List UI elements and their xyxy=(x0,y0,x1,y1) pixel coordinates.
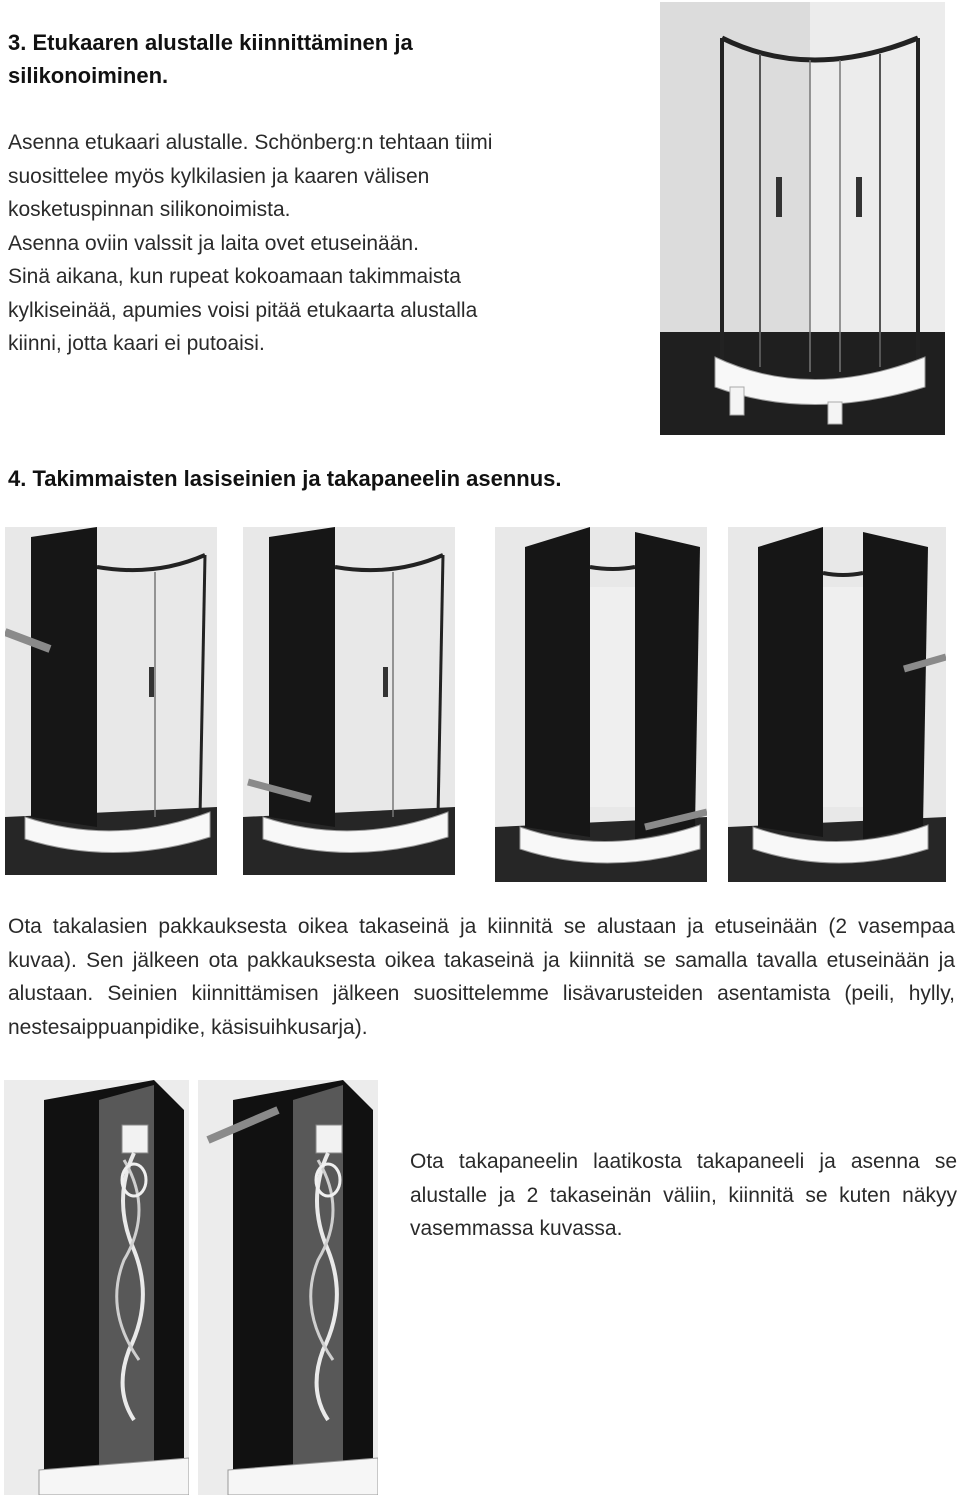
section-3-line: Asenna oviin valssit ja laita ovet etuseinään. xyxy=(8,231,419,255)
section-3-title-line-2: silikonoiminen. xyxy=(8,63,169,88)
photo-back-wall-step-1 xyxy=(5,527,217,875)
section-3-line: kiinni, jotta kaari ei putoaisi. xyxy=(8,332,265,355)
section-3-line: Asenna etukaari alustalle. Schönberg:n tehtaan tiimi xyxy=(8,131,493,154)
section-3-body xyxy=(8,126,648,361)
section-3-line: Sinä aikana, kun rupeat kokoamaan takimmaista xyxy=(8,265,461,288)
section-3-title-line-1: 3. Etukaaren alustalle kiinnittäminen ja xyxy=(8,30,413,55)
photo-back-wall-step-4 xyxy=(728,527,946,882)
section-4-title: 4. Takimmaisten lasiseinien ja takapaneelin asennus. xyxy=(8,466,562,491)
photo-back-panel-fixing xyxy=(198,1080,378,1495)
photo-front-arc-on-tray xyxy=(660,2,945,435)
photo-back-wall-step-2 xyxy=(243,527,455,875)
section-3-line: kosketuspinnan silikonoimista. xyxy=(8,198,291,221)
back-panel-note: Ota takapaneelin laatikosta takapaneeli ja asenna se alustalle ja 2 takaseinän väliin, kiinnitä se kuten näkyy vasemmassa kuvassa. xyxy=(410,1150,957,1240)
section-3-line: kylkiseinää, apumies voisi pitää etukaarta alustalla xyxy=(8,298,478,322)
section-4-instructions: Ota takalasien pakkauksesta oikea takaseinä ja kiinnitä se alustaan ja etuseinään (2 vasempaa kuvaa). Sen jälkeen ota pakkauksesta oikea takaseinä ja kiinnitä se samalla tavalla etuseinään ja alustaan. Seinien kiinnittämisen jälkeen suosittelemme lisävarusteiden asentamista (peili, hylly, nestesaippuanpidike, käsisuihkusarja). xyxy=(8,915,955,1039)
section-3-title xyxy=(8,26,648,92)
photo-back-panel-front xyxy=(4,1080,189,1495)
section-3-line: suosittelee myös kylkilasien ja kaaren välisen xyxy=(8,164,430,188)
photo-back-wall-step-3 xyxy=(495,527,707,882)
